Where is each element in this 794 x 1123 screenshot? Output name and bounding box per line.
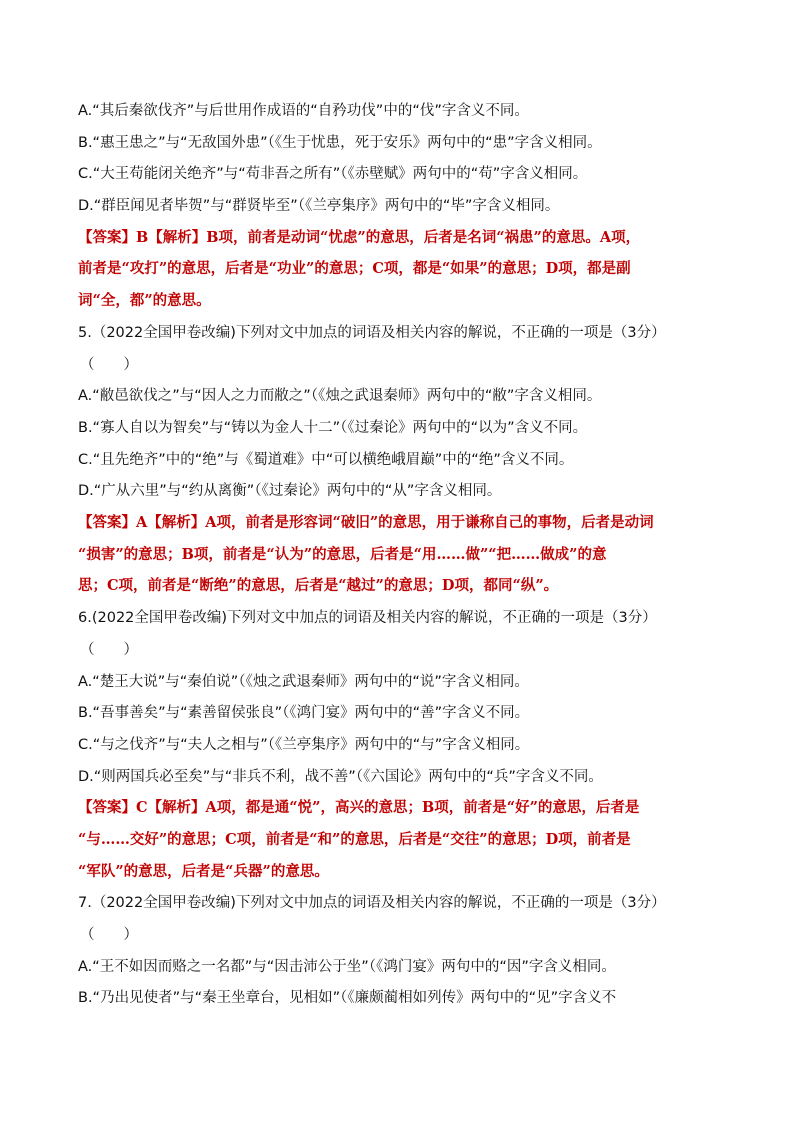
- q5-option-b: B.“寡人自以为智矣”与“铸以为金人十二”（《过秦论》两句中的“以为”含义不同。: [78, 420, 588, 436]
- q4-option-b: B.“惠王患之”与“无敌国外患”（《生于忧患，死于安乐》两句中的“患”字含义相同。: [78, 135, 602, 151]
- q5-option-c: C.“且先绝齐”中的“绝”与《蜀道难》中“可以横绝峨眉巅”中的“绝”含义不同。: [78, 452, 574, 468]
- q7-stem: 7.（2022全国甲卷改编)下列对文中加点的词语及相关内容的解说，不正确的一项是（3分）: [78, 895, 666, 911]
- q4-answer-line-3: 词“全，都”的意思。: [78, 292, 211, 309]
- q6-option-d: D.“则两国兵必至矣”与“非兵不利，战不善”（《六国论》两句中的“兵”字含义不同。: [78, 769, 603, 785]
- q6-option-b: B.“吾事善矣”与“素善留侯张良”（《鸿门宴》两句中的“善”字含义不同。: [78, 705, 530, 721]
- q4-answer-line-1: 【答案】B【解析】B项，前者是动词“忧虑”的意思，后者是名词“祸患”的意思。A项，: [78, 229, 641, 246]
- q5-stem: 5.（2022全国甲卷改编)下列对文中加点的词语及相关内容的解说，不正确的一项是（3分）: [78, 325, 666, 341]
- q5-answer-line-1: 【答案】A【解析】A项，前者是形容词“破旧”的意思，用于谦称自己的事物，后者是动词: [78, 514, 654, 531]
- q7-option-a: A.“王不如因而赂之一名都”与“因击沛公于坐”（《鸿门宴》两句中的“因”字含义相同。: [78, 959, 616, 975]
- q5-answer-blank: （ ）: [80, 357, 138, 373]
- q5-answer-line-2: “损害”的意思；B项，前者是“认为”的意思，后者是“用……做”“把……做成”的意: [78, 546, 607, 563]
- q4-option-d: D.“群臣闻见者毕贺”与“群贤毕至”（《兰亭集序》两句中的“毕”字含义相同。: [78, 198, 560, 214]
- q6-stem: 6.(2022全国甲卷改编)下列对文中加点的词语及相关内容的解说，不正确的一项是（3分）: [78, 610, 657, 626]
- q4-option-c: C.“大王苟能闭关绝齐”与“苟非吾之所有”（《赤壁赋》两句中的“苟”字含义相同。: [78, 166, 588, 182]
- q5-option-a: A.“敝邑欲伐之”与“因人之力而敝之”（《烛之武退秦师》两句中的“敝”字含义相同。: [78, 388, 602, 404]
- q7-answer-blank: （ ）: [80, 927, 138, 943]
- q6-answer-blank: （ ）: [80, 642, 138, 658]
- q6-answer-line-1: 【答案】C【解析】A项，都是通“悦”，高兴的意思；B项，前者是“好”的意思，后者是: [78, 799, 640, 816]
- q5-option-d: D.“广从六里”与“约从离衡”（《过秦论》两句中的“从”字含义相同。: [78, 483, 502, 499]
- q6-option-c: C.“与之伐齐”与“夫人之相与”（《兰亭集序》两句中的“与”字含义相同。: [78, 737, 530, 753]
- q5-answer-line-3: 思；C项，前者是“断绝”的意思，后者是“越过”的意思；D项，都同“纵”。: [78, 577, 559, 594]
- q4-option-a: A.“其后秦欲伐齐”与后世用作成语的“自矜功伐”中的“伐”字含义不同。: [78, 103, 529, 119]
- q6-answer-line-3: “军队”的意思，后者是“兵器”的意思。: [78, 863, 329, 880]
- q6-option-a: A.“楚王大说”与“秦伯说”（《烛之武退秦师》两句中的“说”字含义相同。: [78, 674, 529, 690]
- q4-answer-line-2: 前者是“攻打”的意思，后者是“功业”的意思；C项，都是“如果”的意思；D项，都是副: [78, 260, 631, 277]
- q6-answer-line-2: “与……交好”的意思；C项，前者是“和”的意思，后者是“交往”的意思；D项，前者是: [78, 831, 631, 848]
- q7-option-b: B.“乃出见使者”与“秦王坐章台，见相如”（《廉颇蔺相如列传》两句中的“见”字含义不: [78, 990, 617, 1006]
